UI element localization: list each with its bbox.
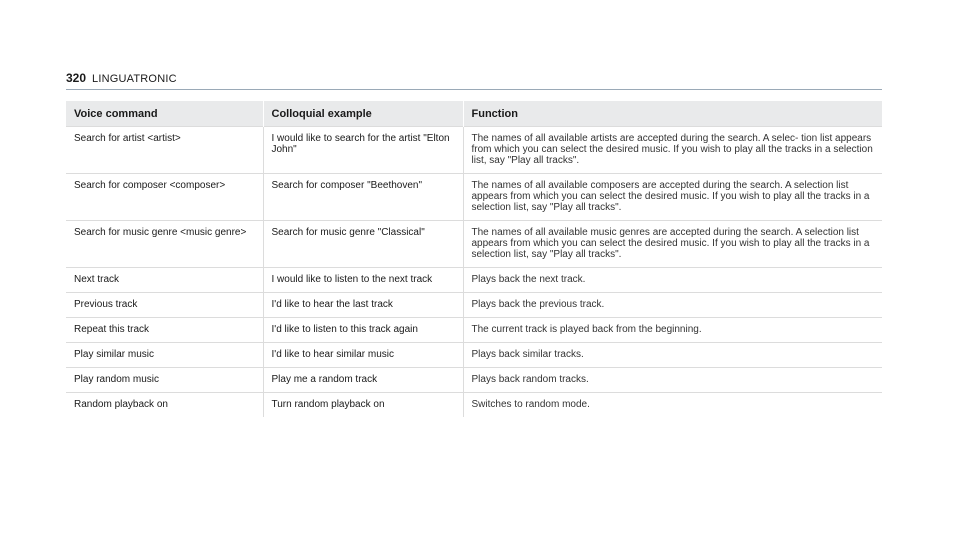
header-rule bbox=[66, 89, 882, 90]
column-header-colloquial-example: Colloquial example bbox=[263, 101, 463, 127]
function-cell: The names of all available composers are accepted during the search. A selection list appears from which you can select the desired music. If you wish to play all the tracks in a selection list, say "Play all tracks". bbox=[463, 174, 882, 221]
voice-command-cell: Search for artist <artist> bbox=[66, 127, 263, 174]
section-title: LINGUATRONIC bbox=[92, 73, 177, 85]
voice-command-cell: Search for composer <composer> bbox=[66, 174, 263, 221]
column-header-function: Function bbox=[463, 101, 882, 127]
function-cell: Plays back similar tracks. bbox=[463, 343, 882, 368]
colloquial-example-cell: Turn random playback on bbox=[263, 393, 463, 418]
function-cell: Plays back the previous track. bbox=[463, 293, 882, 318]
table-row bbox=[66, 393, 882, 418]
function-cell: The names of all available music genres are accepted during the search. A selection list appears from which you can select the desired music. If you wish to play all the tracks in a selection list, say "Play all tracks". bbox=[463, 221, 882, 268]
table-row bbox=[66, 268, 882, 293]
function-cell: Plays back the next track. bbox=[463, 268, 882, 293]
function-cell: The names of all available artists are accepted during the search. A selec- tion list appears from which you can select the desired music. If you wish to play all the tracks in a selection list, say "Play all tracks". bbox=[463, 127, 882, 174]
voice-command-cell: Previous track bbox=[66, 293, 263, 318]
voice-command-cell: Repeat this track bbox=[66, 318, 263, 343]
colloquial-example-cell: I would like to search for the artist "Elton John" bbox=[263, 127, 463, 174]
page-header bbox=[66, 71, 177, 85]
colloquial-example-cell: I'd like to hear the last track bbox=[263, 293, 463, 318]
colloquial-example-cell: Search for music genre "Classical" bbox=[263, 221, 463, 268]
table-row bbox=[66, 174, 882, 221]
colloquial-example-cell: Search for composer "Beethoven" bbox=[263, 174, 463, 221]
table-row bbox=[66, 293, 882, 318]
table-row bbox=[66, 318, 882, 343]
table-row bbox=[66, 368, 882, 393]
function-cell: The current track is played back from the beginning. bbox=[463, 318, 882, 343]
table-row bbox=[66, 221, 882, 268]
voice-command-cell: Search for music genre <music genre> bbox=[66, 221, 263, 268]
voice-command-cell: Random playback on bbox=[66, 393, 263, 418]
function-cell: Switches to random mode. bbox=[463, 393, 882, 418]
table-row bbox=[66, 127, 882, 174]
voice-command-cell: Next track bbox=[66, 268, 263, 293]
colloquial-example-cell: I'd like to hear similar music bbox=[263, 343, 463, 368]
page-number: 320 bbox=[66, 71, 87, 85]
colloquial-example-cell: I'd like to listen to this track again bbox=[263, 318, 463, 343]
voice-command-cell: Play similar music bbox=[66, 343, 263, 368]
colloquial-example-cell: I would like to listen to the next track bbox=[263, 268, 463, 293]
table-header-row bbox=[66, 101, 882, 127]
table-row bbox=[66, 343, 882, 368]
column-header-voice-command: Voice command bbox=[66, 101, 263, 127]
function-cell: Plays back random tracks. bbox=[463, 368, 882, 393]
voice-command-cell: Play random music bbox=[66, 368, 263, 393]
colloquial-example-cell: Play me a random track bbox=[263, 368, 463, 393]
voice-command-table bbox=[66, 101, 882, 417]
